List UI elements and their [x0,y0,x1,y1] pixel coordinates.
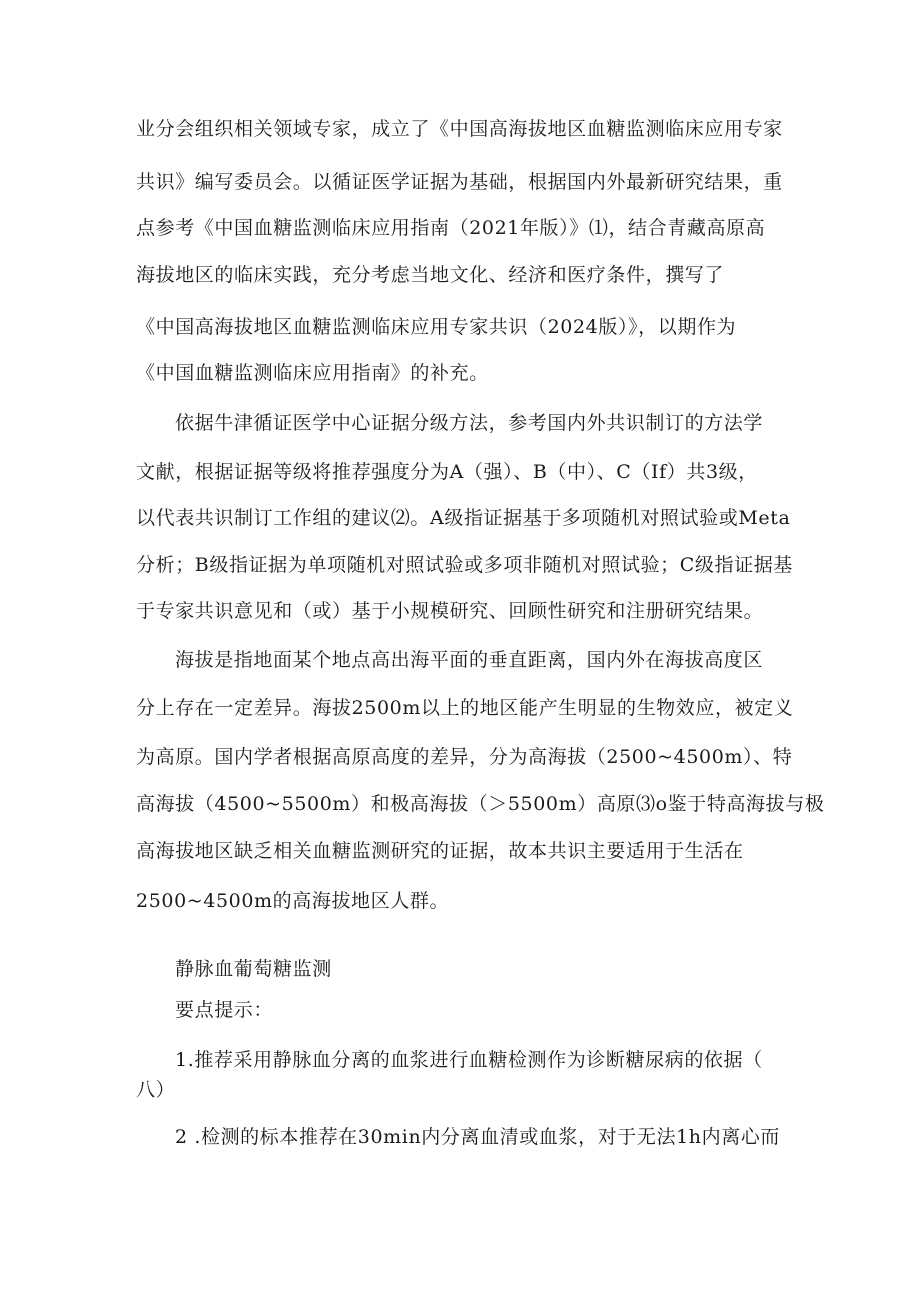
paragraph-3-line-2: 分上存在一定差异。海拔2500m以上的地区能产生明显的生物效应，被定义 [136,697,794,719]
paragraph-3-line-5: 高海拔地区缺乏相关血糖监测研究的证据，故本共识主要适用于生活在 [136,840,744,862]
paragraph-1-line-6: 《中国血糖监测临床应用指南》的补充。 [136,362,489,384]
key-points-label: 要点提示： [175,999,274,1021]
paragraph-3-line-3: 为高原。国内学者根据高原高度的差异，分为高海拔（2500~4500m）、特 [136,746,793,768]
paragraph-3-line-1: 海拔是指地面某个地点高出海平面的垂直距离，国内外在海拔高度区 [175,649,764,671]
paragraph-2-line-5: 于专家共识意见和（或）基于小规模研究、回顾性研究和注册研究结果。 [136,600,764,622]
item-1-line-1: 1.推荐采用静脉血分离的血浆进行血糖检测作为诊断糖尿病的依据（ [175,1049,763,1071]
paragraph-2-line-4: 分析；B级指证据为单项随机对照试验或多项非随机对照试验；C级指证据基 [136,554,793,576]
paragraph-2-line-1: 依据牛津循证医学中心证据分级方法，参考国内外共识制订的方法学 [175,412,764,434]
paragraph-1-line-4: 海拔地区的临床实践，充分考虑当地文化、经济和医疗条件，撰写了 [136,264,725,286]
paragraph-3-line-4: 高海拔（4500~5500m）和极高海拔（＞5500m）高原⑶o鉴于特高海拔与极 [136,793,825,815]
section-heading: 静脉血葡萄糖监测 [175,958,332,980]
paragraph-2-line-2: 文献，根据证据等级将推荐强度分为A（强）、B（中）、C（If）共3级， [136,461,758,483]
paragraph-1-line-3: 点参考《中国血糖监测临床应用指南（2021年版）》⑴，结合青藏高原高 [136,217,766,239]
item-2-line-1: 2 .检测的标本推荐在30min内分离血清或血浆，对于无法1h内离心而 [175,1126,781,1148]
paragraph-1-line-5: 《中国高海拔地区血糖监测临床应用专家共识（2024版）》，以期作为 [136,316,737,338]
paragraph-1-line-1: 业分会组织相关领域专家，成立了《中国高海拔地区血糖监测临床应用专家 [136,118,783,140]
paragraph-2-line-3: 以代表共识制订工作组的建议⑵。A级指证据基于多项随机对照试验或Meta [136,507,791,529]
paragraph-3-line-6: 2500~4500m的高海拔地区人群。 [136,890,450,912]
item-1-line-2: 八） [136,1079,176,1101]
paragraph-1-line-2: 共识》编写委员会。以循证医学证据为基础，根据国内外最新研究结果，重 [136,171,783,193]
